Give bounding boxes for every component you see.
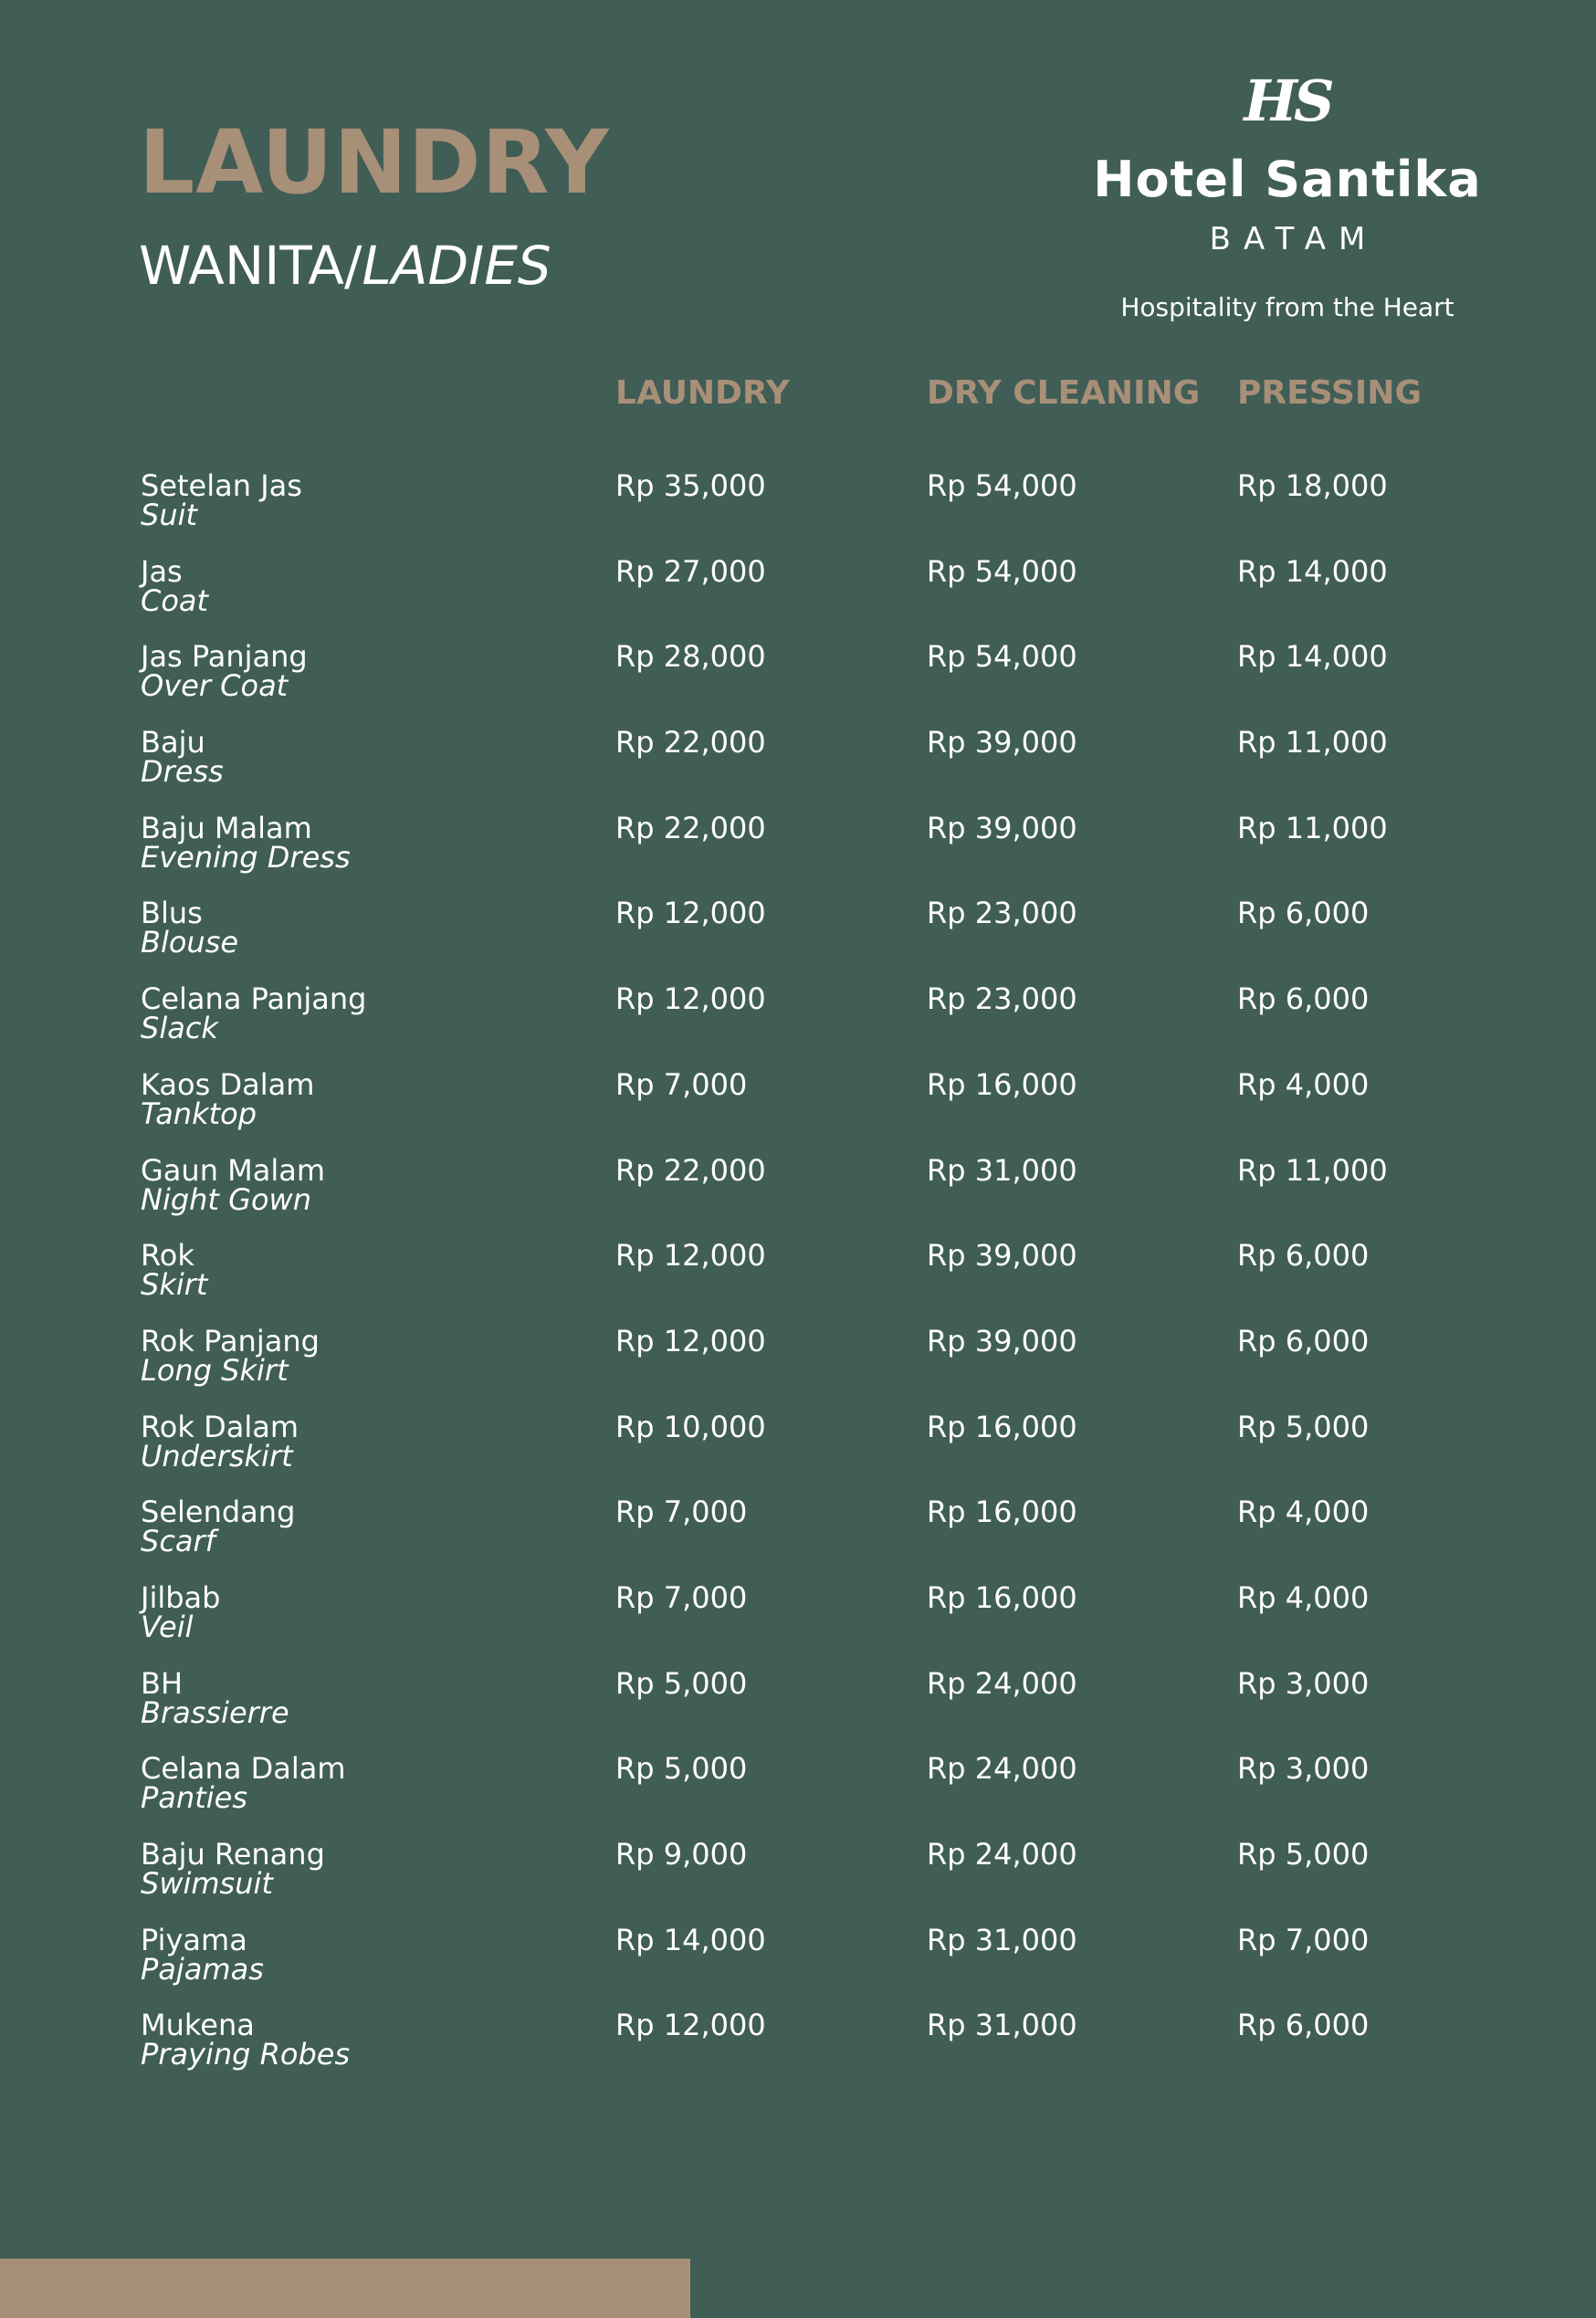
price-laundry: Rp 10,000 — [615, 1409, 766, 1444]
item-name-indonesian: Mukena — [141, 2008, 255, 2043]
price-dry-cleaning: Rp 31,000 — [927, 1152, 1077, 1188]
subtitle-italic: LADIES — [362, 235, 551, 297]
hotel-logo — [1077, 68, 1497, 322]
item-name-indonesian: Celana Panjang — [141, 981, 367, 1017]
price-pressing: Rp 4,000 — [1237, 1579, 1370, 1615]
table-row — [0, 1751, 1596, 1840]
price-pressing: Rp 18,000 — [1237, 468, 1388, 503]
table-row — [0, 468, 1596, 557]
item-name-indonesian: Rok — [141, 1238, 194, 1274]
price-dry-cleaning: Rp 31,000 — [927, 1922, 1077, 1957]
item-name-indonesian: Kaos Dalam — [141, 1066, 315, 1102]
price-pressing: Rp 6,000 — [1237, 1323, 1370, 1358]
price-laundry: Rp 22,000 — [615, 1152, 766, 1188]
item-name-indonesian: Piyama — [141, 1922, 247, 1957]
price-dry-cleaning: Rp 54,000 — [927, 553, 1077, 589]
price-laundry: Rp 9,000 — [615, 1837, 748, 1872]
table-row — [0, 1323, 1596, 1412]
table-row — [0, 1066, 1596, 1156]
price-pressing: Rp 11,000 — [1237, 1152, 1388, 1188]
price-laundry: Rp 7,000 — [615, 1066, 748, 1102]
item-name-english: Underskirt — [141, 1438, 293, 1474]
item-name — [141, 1751, 346, 1816]
item-name — [141, 1152, 326, 1217]
item-name — [141, 2008, 351, 2072]
price-laundry: Rp 7,000 — [615, 1495, 748, 1530]
price-laundry: Rp 5,000 — [615, 1751, 748, 1787]
footer-accent-bar — [0, 2259, 690, 2318]
item-name-indonesian: BH — [141, 1665, 184, 1701]
item-name-indonesian: Jilbab — [141, 1579, 221, 1615]
item-name-english: Tanktop — [141, 1096, 257, 1131]
price-pressing: Rp 14,000 — [1237, 639, 1388, 675]
item-name — [141, 981, 367, 1046]
item-name — [141, 1066, 315, 1131]
item-name — [141, 1409, 299, 1474]
price-dry-cleaning: Rp 54,000 — [927, 639, 1077, 675]
item-name-indonesian: Rok Dalam — [141, 1409, 299, 1444]
price-dry-cleaning: Rp 54,000 — [927, 468, 1077, 503]
price-pressing: Rp 11,000 — [1237, 810, 1388, 845]
item-name-english: Praying Robes — [141, 2037, 351, 2072]
table-row — [0, 981, 1596, 1070]
item-name-english: Veil — [141, 1609, 194, 1644]
item-name-indonesian: Baju Renang — [141, 1837, 325, 1872]
price-laundry: Rp 35,000 — [615, 468, 766, 503]
price-dry-cleaning: Rp 24,000 — [927, 1665, 1077, 1701]
price-laundry: Rp 27,000 — [615, 553, 766, 589]
item-name-english: Suit — [141, 498, 198, 532]
item-name-indonesian: Gaun Malam — [141, 1152, 326, 1188]
price-pressing: Rp 4,000 — [1237, 1495, 1370, 1530]
price-laundry: Rp 22,000 — [615, 810, 766, 845]
item-name — [141, 639, 308, 704]
item-name — [141, 1922, 264, 1987]
price-laundry: Rp 7,000 — [615, 1579, 748, 1615]
price-pressing: Rp 4,000 — [1237, 1066, 1370, 1102]
column-header-dry-cleaning: DRY CLEANING — [927, 374, 1201, 412]
price-dry-cleaning: Rp 23,000 — [927, 981, 1077, 1017]
table-row — [0, 639, 1596, 728]
subtitle-regular: WANITA/ — [139, 235, 362, 297]
price-laundry: Rp 12,000 — [615, 2008, 766, 2043]
item-name — [141, 1665, 289, 1730]
item-name-english: Scarf — [141, 1524, 215, 1559]
price-pressing: Rp 6,000 — [1237, 896, 1370, 931]
page-subtitle — [139, 235, 551, 297]
item-name — [141, 725, 224, 790]
table-row — [0, 1665, 1596, 1755]
table-row — [0, 1238, 1596, 1327]
price-pressing: Rp 5,000 — [1237, 1837, 1370, 1872]
price-laundry: Rp 28,000 — [615, 639, 766, 675]
item-name — [141, 468, 302, 532]
price-laundry: Rp 12,000 — [615, 981, 766, 1017]
table-row — [0, 810, 1596, 899]
item-name — [141, 1837, 325, 1901]
price-laundry: Rp 12,000 — [615, 1323, 766, 1358]
price-pressing: Rp 7,000 — [1237, 1922, 1370, 1957]
table-row — [0, 1837, 1596, 1925]
item-name-english: Night Gown — [141, 1181, 311, 1217]
item-name-indonesian: Selendang — [141, 1495, 296, 1530]
price-dry-cleaning: Rp 39,000 — [927, 810, 1077, 845]
item-name — [141, 553, 209, 618]
item-name-english: Skirt — [141, 1267, 208, 1303]
price-pressing: Rp 6,000 — [1237, 981, 1370, 1017]
table-row — [0, 725, 1596, 813]
hotel-name: Hotel Santika — [1093, 151, 1482, 208]
item-name — [141, 1495, 296, 1559]
hotel-city: BATAM — [1209, 221, 1379, 257]
item-name-english: Slack — [141, 1011, 218, 1046]
price-pressing: Rp 11,000 — [1237, 725, 1388, 760]
price-laundry: Rp 12,000 — [615, 896, 766, 931]
item-name — [141, 810, 351, 875]
item-name-indonesian: Celana Dalam — [141, 1751, 346, 1787]
price-dry-cleaning: Rp 16,000 — [927, 1579, 1077, 1615]
price-laundry: Rp 12,000 — [615, 1238, 766, 1274]
item-name — [141, 896, 239, 960]
column-header-laundry: LAUNDRY — [615, 374, 790, 412]
item-name-english: Brassierre — [141, 1694, 289, 1730]
item-name-indonesian: Setelan Jas — [141, 468, 302, 503]
price-dry-cleaning: Rp 16,000 — [927, 1495, 1077, 1530]
item-name-english: Blouse — [141, 925, 239, 960]
price-laundry: Rp 5,000 — [615, 1665, 748, 1701]
price-pressing: Rp 3,000 — [1237, 1751, 1370, 1787]
item-name-indonesian: Jas — [141, 553, 183, 589]
item-name-english: Pajamas — [141, 1951, 264, 1987]
item-name-indonesian: Baju — [141, 725, 205, 760]
item-name-indonesian: Blus — [141, 896, 203, 931]
item-name-english: Dress — [141, 754, 224, 790]
item-name-indonesian: Baju Malam — [141, 810, 312, 845]
price-pressing: Rp 5,000 — [1237, 1409, 1370, 1444]
logo-mark-icon: HS — [1244, 68, 1331, 134]
table-row — [0, 898, 1596, 984]
page-title: LAUNDRY — [139, 111, 610, 214]
price-laundry: Rp 22,000 — [615, 725, 766, 760]
item-name-english: Over Coat — [141, 668, 289, 704]
table-row — [0, 1409, 1596, 1498]
price-dry-cleaning: Rp 24,000 — [927, 1837, 1077, 1872]
price-dry-cleaning: Rp 39,000 — [927, 1323, 1077, 1358]
price-pressing: Rp 6,000 — [1237, 2008, 1370, 2043]
price-dry-cleaning: Rp 39,000 — [927, 1238, 1077, 1274]
price-pressing: Rp 14,000 — [1237, 553, 1388, 589]
price-laundry: Rp 14,000 — [615, 1922, 766, 1957]
price-dry-cleaning: Rp 16,000 — [927, 1066, 1077, 1102]
table-row — [0, 1152, 1596, 1242]
item-name — [141, 1579, 221, 1644]
item-name-english: Coat — [141, 582, 209, 618]
price-pressing: Rp 6,000 — [1237, 1238, 1370, 1274]
price-dry-cleaning: Rp 23,000 — [927, 896, 1077, 931]
item-name-indonesian: Rok Panjang — [141, 1323, 320, 1358]
table-row — [0, 1922, 1596, 2011]
price-dry-cleaning: Rp 31,000 — [927, 2008, 1077, 2043]
item-name-indonesian: Jas Panjang — [141, 639, 308, 675]
table-row — [0, 1579, 1596, 1669]
item-name-english: Evening Dress — [141, 839, 351, 875]
price-list — [0, 468, 1596, 2096]
price-dry-cleaning: Rp 16,000 — [927, 1409, 1077, 1444]
table-row — [0, 553, 1596, 643]
price-dry-cleaning: Rp 24,000 — [927, 1751, 1077, 1787]
column-header-pressing: PRESSING — [1237, 374, 1423, 412]
item-name-english: Long Skirt — [141, 1352, 289, 1388]
table-row — [0, 1497, 1596, 1583]
price-pressing: Rp 3,000 — [1237, 1665, 1370, 1701]
item-name-english: Panties — [141, 1780, 247, 1816]
table-row — [0, 2010, 1596, 2096]
price-dry-cleaning: Rp 39,000 — [927, 725, 1077, 760]
item-name — [141, 1238, 208, 1303]
item-name — [141, 1323, 320, 1388]
hotel-tagline: Hospitality from the Heart — [1120, 292, 1454, 322]
item-name-english: Swimsuit — [141, 1866, 273, 1901]
